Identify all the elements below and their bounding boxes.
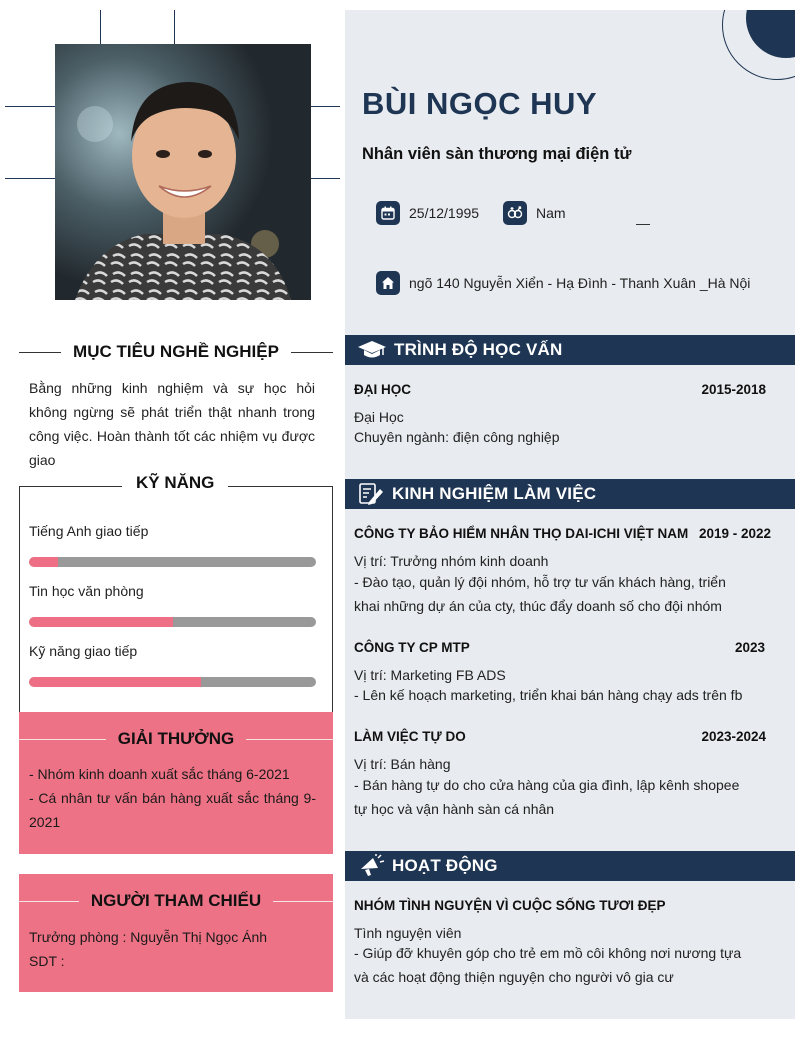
profile-photo <box>55 44 311 300</box>
birthday-text: 25/12/1995 <box>409 205 480 221</box>
document-pen-icon <box>357 482 385 506</box>
experience-company: CÔNG TY CP MTP <box>354 640 470 655</box>
divider <box>291 352 333 353</box>
deco-line <box>174 10 175 44</box>
experience-years: 2023-2024 <box>701 729 766 744</box>
education-school: ĐẠI HỌC <box>354 382 411 397</box>
objective-title: MỤC TIÊU NGHỀ NGHIỆP <box>73 342 279 361</box>
megaphone-icon <box>357 854 385 878</box>
skill-bar <box>29 677 316 687</box>
deco-line <box>311 178 340 179</box>
divider <box>636 224 650 225</box>
activity-org: NHÓM TÌNH NGUYỆN VÌ CUỘC SỐNG TƯƠI ĐẸP <box>354 898 666 913</box>
person-portrait-icon <box>55 44 311 300</box>
home-icon <box>376 271 400 295</box>
experience-line: Vị trí: Bán hàng <box>354 756 451 772</box>
skill-bar-fill <box>29 677 201 687</box>
references-heading <box>19 891 333 911</box>
activity-line: Tình nguyện viên <box>354 925 462 941</box>
activity-line: - Giúp đỡ khuyên góp cho trẻ em mồ côi không nơi nương tựa và các hoạt động thiện nguyện cho người vô gia cư <box>354 945 742 985</box>
gender-info <box>503 201 566 225</box>
divider <box>19 901 79 902</box>
experience-line: - Đào tạo, quản lý đội nhóm, hỗ trợ tư vấn khách hàng, triển khai những dự án của cty, thúc đẩy doanh số cho đội nhóm <box>354 574 726 614</box>
calendar-icon <box>376 201 400 225</box>
objective-text: Bằng những kinh nghiệm và sự học hỏi không ngừng sẽ phát triển thật nhanh trong công việc. Hoàn thành tốt các nhiệm vụ được giao <box>29 380 315 468</box>
activities-title: HOẠT ĐỘNG <box>392 856 498 875</box>
activities-header <box>345 851 795 881</box>
experience-company: CÔNG TY BẢO HIỂM NHÂN THỌ DAI-ICHI VIỆT NAM <box>354 526 689 541</box>
divider <box>19 352 61 353</box>
skill-bar <box>29 617 316 627</box>
skill-label: Tiếng Anh giao tiếp <box>29 523 149 539</box>
reference-phone: SDT : <box>29 953 65 969</box>
award-item: - Nhóm kinh doanh xuất sắc tháng 6-2021 <box>29 766 290 782</box>
experience-header <box>345 479 795 509</box>
address-text: ngõ 140 Nguyễn Xiển - Hạ Đình - Thanh Xuân _Hà Nội <box>409 275 751 291</box>
skill-label: Tin học văn phòng <box>29 583 144 599</box>
experience-years: 2023 <box>734 640 765 655</box>
divider <box>19 739 106 740</box>
skill-bar-fill <box>29 557 58 567</box>
award-item: - Cá nhân tư vấn bán hàng xuất sắc tháng 9-2021 <box>29 790 316 830</box>
candidate-name: BÙI NGỌC HUY <box>362 86 598 121</box>
education-line: Chuyên ngành: điện công nghiệp <box>354 429 560 445</box>
gender-text: Nam <box>536 205 566 221</box>
divider <box>246 739 333 740</box>
experience-line: - Lên kế hoạch marketing, triển khai bán hàng chạy ads trên fb <box>354 687 743 703</box>
reference-name: Trưởng phòng : Nguyễn Thị Ngọc Ánh <box>29 929 268 945</box>
skill-bar-fill <box>29 617 173 627</box>
gender-icon <box>503 201 527 225</box>
experience-line: - Bán hàng tự do cho cửa hàng của gia đình, lập kênh shopee tự học và vận hành sàn cá nhân <box>354 777 740 817</box>
experience-company: LÀM VIỆC TỰ DO <box>354 729 466 744</box>
experience-years: 2019 - 2022 <box>698 526 771 541</box>
experience-line: Vị trí: Marketing FB ADS <box>354 667 506 683</box>
education-title: TRÌNH ĐỘ HỌC VẤN <box>394 340 563 359</box>
deco-line <box>311 106 340 107</box>
skills-title: KỸ NĂNG <box>122 473 228 493</box>
deco-line <box>100 10 101 44</box>
experience-line: Vị trí: Trưởng nhóm kinh doanh <box>354 553 549 569</box>
objective-heading <box>19 342 333 362</box>
education-line: Đại Học <box>354 409 404 425</box>
address-info <box>376 271 750 295</box>
skill-bar <box>29 557 316 567</box>
graduation-cap-icon <box>357 339 387 361</box>
deco-line <box>5 178 55 179</box>
experience-title: KINH NGHIỆM LÀM VIỆC <box>392 484 597 503</box>
skill-label: Kỹ năng giao tiếp <box>29 643 138 659</box>
awards-heading <box>19 729 333 749</box>
education-years: 2015-2018 <box>701 382 766 397</box>
birthday-info <box>376 201 479 225</box>
deco-line <box>5 106 55 107</box>
divider <box>273 901 333 902</box>
references-title: NGƯỜI THAM CHIẾU <box>90 891 262 910</box>
awards-title: GIẢI THƯỞNG <box>117 729 235 748</box>
education-header <box>345 335 795 365</box>
job-title: Nhân viên sàn thương mại điện tử <box>362 145 632 163</box>
